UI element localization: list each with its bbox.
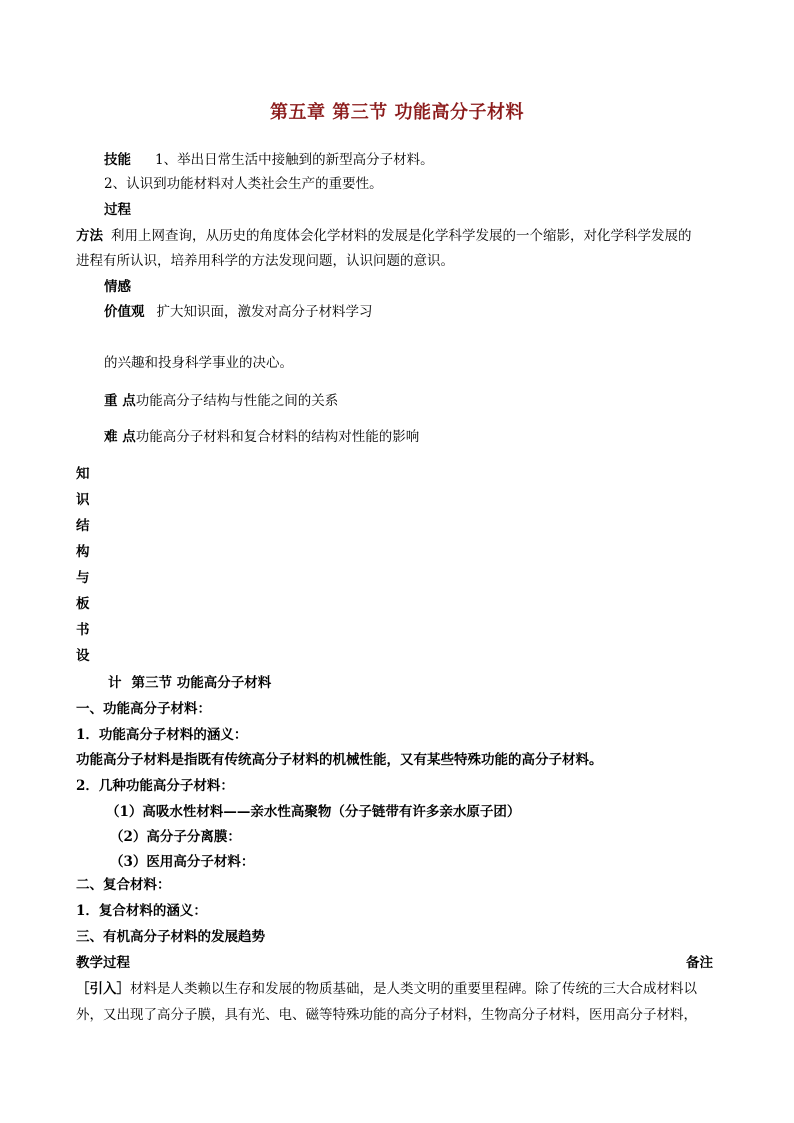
- intro-line-2: 外，又出现了高分子膜，具有光、电、磁等特殊功能的高分子材料，生物高分子材料，医用高分子材料，: [76, 1007, 697, 1023]
- process-label: 过程: [104, 202, 131, 218]
- intro-row: [76, 980, 697, 998]
- value-row: [104, 303, 373, 321]
- board-title: 第三节 功能高分子材料: [131, 675, 272, 691]
- vertical-char: 设: [76, 648, 90, 664]
- board-line: 2．几种功能高分子材料：: [76, 778, 234, 794]
- value-label: 价值观: [104, 304, 145, 320]
- difficulty-label: 难 点: [104, 429, 136, 445]
- vertical-char: 构: [76, 544, 90, 560]
- method-label: 方法: [76, 228, 103, 244]
- ji-char: 计: [108, 675, 122, 691]
- key-text: 功能高分子结构与性能之间的关系: [135, 393, 339, 409]
- board-line: 一、功能高分子材料：: [76, 701, 211, 717]
- vertical-char: 知: [76, 466, 90, 482]
- page-title: 第五章 第三节 功能高分子材料: [269, 102, 525, 123]
- skill-row: [104, 151, 434, 169]
- vertical-char: 与: [76, 570, 90, 586]
- vertical-char: 结: [76, 518, 90, 534]
- value-text-2: 的兴趣和投身科学事业的决心。: [104, 355, 293, 371]
- board-line: 三、有机高分子材料的发展趋势: [76, 929, 265, 945]
- skill-label: 技能: [104, 152, 131, 168]
- key-label: 重 点: [104, 393, 136, 409]
- key-row: [104, 392, 338, 410]
- board-line: 功能高分子材料是指既有传统高分子材料的机械性能，又有某些特殊功能的高分子材料。: [76, 752, 603, 768]
- board-line: 二、复合材料：: [76, 877, 171, 893]
- board-title-row: [108, 674, 271, 692]
- intro-line-1: 材料是人类赖以生存和发展的物质基础，是人类文明的重要里程碑。除了传统的三大合成材料以: [130, 981, 697, 997]
- board-line: （2）高分子分离膜：: [110, 829, 241, 845]
- board-line: （1）高吸水性材料——亲水性高聚物（分子链带有许多亲水原子团）: [106, 804, 521, 820]
- skill-item-2: 2、认识到功能材料对人类社会生产的重要性。: [104, 176, 383, 192]
- method-line-1: 利用上网查询，从历史的角度体会化学材料的发展是化学科学发展的一个缩影，对化学科学发展的: [111, 228, 692, 244]
- vertical-char: 板: [76, 596, 90, 612]
- vertical-char: 书: [76, 622, 90, 638]
- difficulty-row: [104, 428, 419, 446]
- intro-label: ［引入］: [76, 981, 130, 997]
- value-text-1: 扩大知识面，激发对高分子材料学习: [156, 304, 373, 320]
- note-heading: 备注: [686, 955, 713, 971]
- board-line: （3）医用高分子材料：: [110, 854, 255, 870]
- skill-item-1: 1、举出日常生活中接触到的新型高分子材料。: [155, 152, 434, 168]
- vertical-char: 识: [76, 492, 90, 508]
- method-row: [76, 227, 692, 245]
- board-line: 1．功能高分子材料的涵义：: [76, 727, 248, 743]
- emotion-label: 情感: [104, 279, 131, 295]
- method-line-2: 进程有所认识，培养用科学的方法发现问题，认识问题的意识。: [76, 253, 454, 269]
- board-line: 1．复合材料的涵义：: [76, 903, 207, 919]
- difficulty-text: 功能高分子材料和复合材料的结构对性能的影响: [135, 429, 420, 445]
- process-heading: 教学过程: [76, 955, 130, 971]
